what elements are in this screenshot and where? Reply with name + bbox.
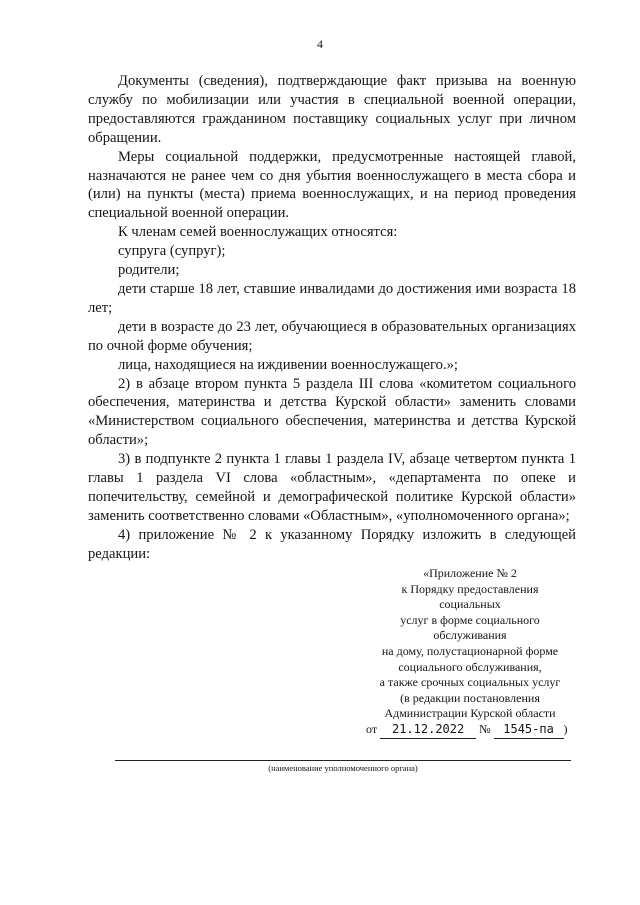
paragraph-spouse: супруга (супруг); <box>118 243 226 260</box>
number-prefix: № <box>479 721 491 736</box>
paragraph-dependents: лица, находящиеся на иждивении военнослужащего.»; <box>118 356 458 373</box>
appendix-line: социального обслуживания, <box>398 659 542 674</box>
paragraph-parents: родители; <box>118 262 180 279</box>
appendix-date-line <box>360 722 580 739</box>
appendix-line: социальных <box>439 597 501 612</box>
appendix-line: на дому, полустационарной форме <box>381 643 559 658</box>
paragraph-support-measures: Меры социальной поддержки, предусмотренные настоящей главой, назначаются не ранее чем со дня убытия военнослужащего в места сбора и (или) на пункты (места) приема военнослужащих, и на период проведения специальной военной операции. <box>88 148 576 222</box>
appendix-line: услуг в форме социального <box>400 612 540 627</box>
page-number: 4 <box>317 37 323 51</box>
paragraph-amendment-2: 2) в абзаце втором пункта 5 раздела III слова «комитетом социального обеспечения, материнства и детства Курской области» заменить словами «Министерством социального обеспечения, материнства и детства Курской области»; <box>88 375 576 449</box>
paragraph-family-members-intro: К членам семей военнослужащих относятся: <box>118 224 398 241</box>
body-text <box>88 72 576 564</box>
paragraph-amendment-4: 4) приложение № 2 к указанному Порядку изложить в следующей редакции: <box>88 526 576 562</box>
appendix-line: обслуживания <box>433 628 507 643</box>
appendix-line: (в редакции постановления <box>400 690 540 705</box>
appendix-line: а также срочных социальных услуг <box>379 675 561 690</box>
appendix-line: «Приложение № 2 <box>423 566 517 580</box>
appendix-header <box>360 566 580 739</box>
paragraph-documents: Документы (сведения), подтверждающие факт призыва на военную службу по мобилизации или участия в специальной военной операции, предоставляются гражданином поставщику социальных услуг при личном обращении. <box>88 73 576 146</box>
decree-date: 21.12.2022 <box>380 722 476 739</box>
decree-number: 1545-па <box>494 722 564 739</box>
signature-caption: (наименование уполномоченного органа) <box>268 763 418 773</box>
paragraph-disabled-children: дети старше 18 лет, ставшие инвалидами до достижения ими возраста 18 лет; <box>88 280 576 316</box>
appendix-line: Администрации Курской области <box>384 706 556 721</box>
date-prefix: от <box>366 721 378 736</box>
paragraph-amendment-3: 3) в подпункте 2 пункта 1 главы 1 раздела IV, абзаце четвертом пункта 1 главы 1 раздела VI слова «областным», «департамента по опеке и попечительству, семейной и демографической политике Курской области» заменить соответственно словами «Областным», «уполномоченного органа»; <box>88 451 576 524</box>
signature-rule <box>115 760 571 761</box>
appendix-line: к Порядку предоставления <box>401 581 539 596</box>
paragraph-students: дети в возрасте до 23 лет, обучающиеся в образовательных организациях по очной форме обучения; <box>88 318 576 354</box>
closing-bracket: ) <box>563 721 568 736</box>
